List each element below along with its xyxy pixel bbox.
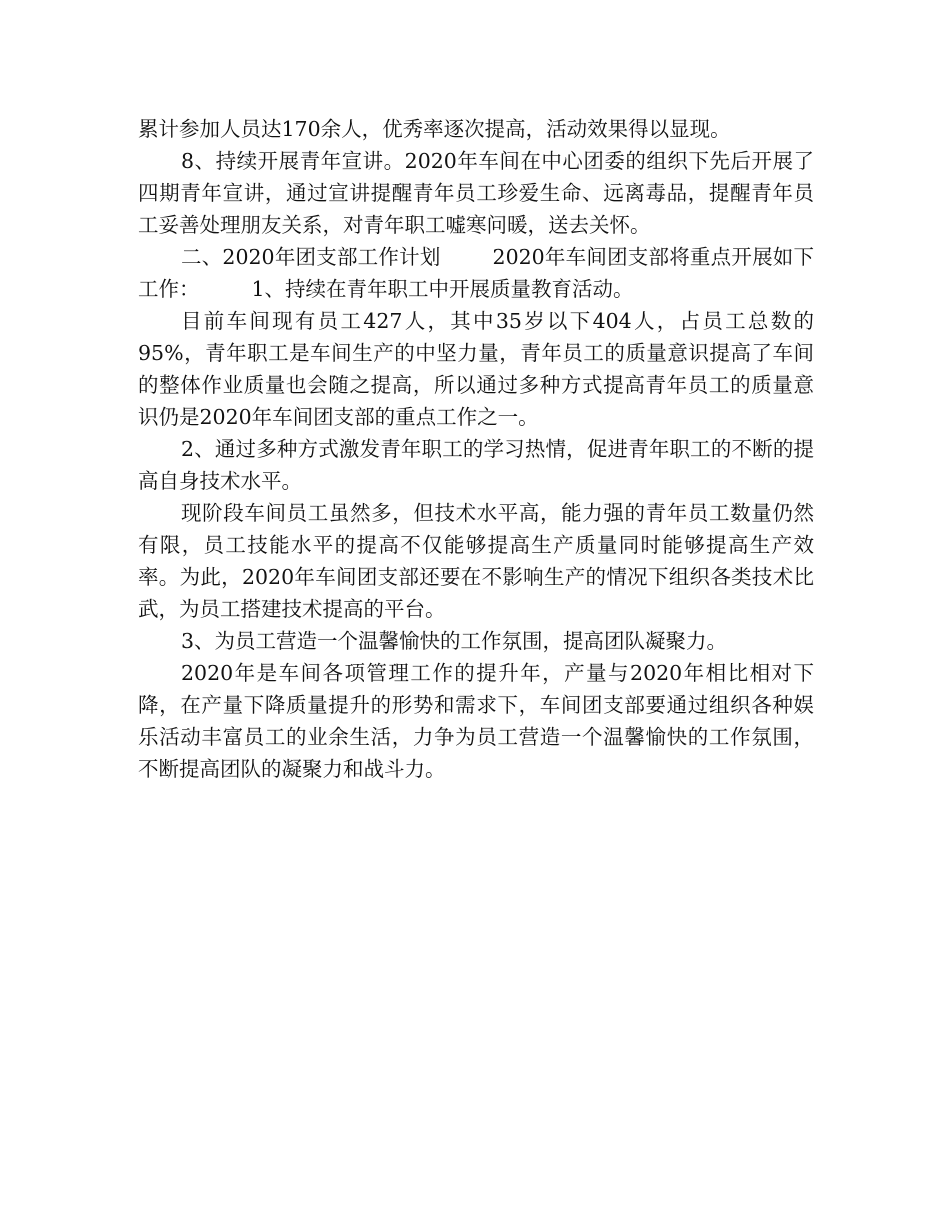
paragraph-youth-lectures: 8、持续开展青年宣讲。2020年车间在中心团委的组织下先后开展了四期青年宣讲，通过宣讲提醒青年员工珍爱生命、远离毒品，提醒青年员工妥善处理朋友关系，对青年职工嘘寒问暖，送去关怀。 <box>138 149 814 237</box>
paragraph-staff-stats: 目前车间现有员工427人，其中35岁以下404人，占员工总数的95%，青年职工是车间生产的中坚力量，青年员工的质量意识提高了车间的整体作业质量也会随之提高，所以通过多种方式提高青年员工的质量意识仍是2020年车间团支部的重点工作之一。 <box>138 309 814 429</box>
work-plan-heading: 二、2020年团支部工作计划 <box>181 245 441 269</box>
paragraph-atmosphere: 2020年是车间各项管理工作的提升年，产量与2020年相比相对下降，在产量下降质量提升的形势和需求下，车间团支部要通过组织各种娱乐活动丰富员工的业余生活，力争为员工营造一个温馨愉快的工作氛围，不断提高团队的凝聚力和战斗力。 <box>138 661 814 781</box>
paragraph-continuation: 累计参加人员达170余人，优秀率逐次提高，活动效果得以显现。 <box>138 117 731 141</box>
work-plan-item-1: 1、持续在青年职工中开展质量教育活动。 <box>251 277 634 301</box>
paragraph-skill-level: 现阶段车间员工虽然多，但技术水平高，能力强的青年员工数量仍然有限，员工技能水平的提高不仅能够提高生产质量同时能够提高生产效率。为此，2020年车间团支部还要在不影响生产的情况下组织各类技术比武，为员工搭建技术提高的平台。 <box>138 501 814 621</box>
paragraph-item-3: 3、为员工营造一个温馨愉快的工作氛围，提高团队凝聚力。 <box>181 629 728 653</box>
document-body <box>138 113 814 785</box>
paragraph-item-2: 2、通过多种方式激发青年职工的学习热情，促进青年职工的不断的提高自身技术水平。 <box>138 437 814 493</box>
paragraph-work-plan <box>138 241 814 305</box>
work-plan-intro: 2020年车间团支部将重点开展如下工作： <box>138 245 815 301</box>
